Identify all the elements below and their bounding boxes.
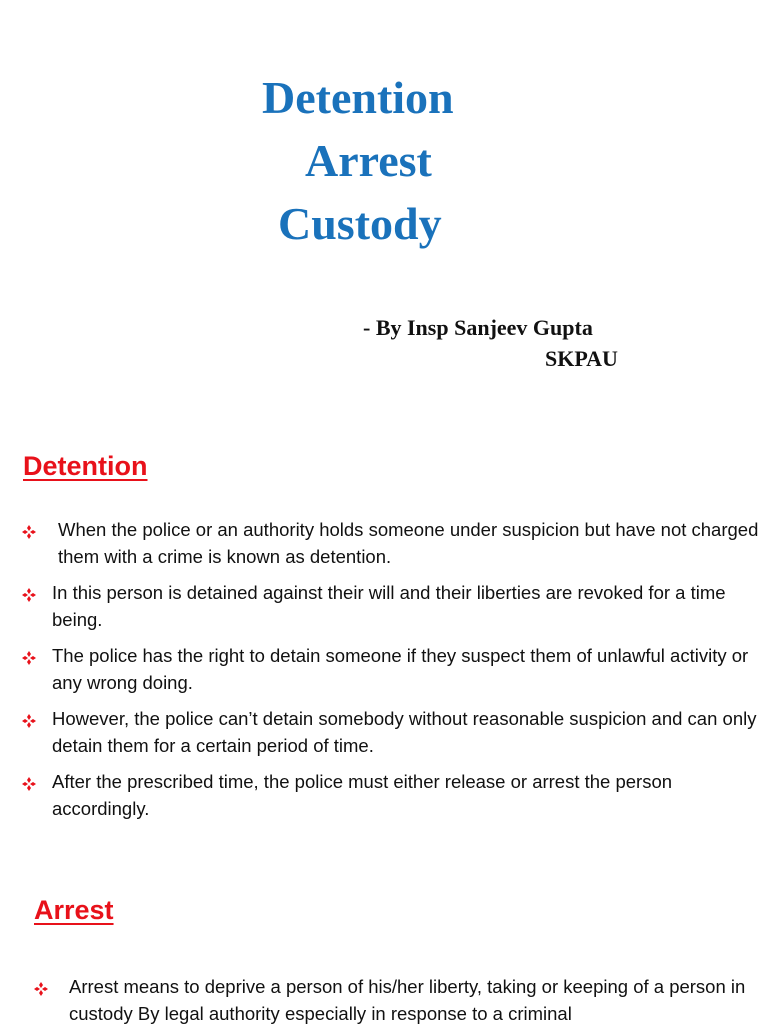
bullet-text: However, the police can’t detain somebody without reasonable suspicion and can only detain them for a certain period of time. — [52, 708, 757, 756]
bullet-text: When the police or an authority holds someone under suspicion but have not charged them with a crime is known as detention. — [58, 519, 759, 567]
list-item — [22, 642, 764, 696]
section-heading-arrest: Arrest — [34, 895, 114, 925]
title-arrest: Arrest — [305, 135, 432, 186]
diamond-bullet-icon — [22, 588, 36, 602]
detention-bullet-list — [22, 516, 764, 831]
diamond-bullet-icon — [34, 982, 48, 996]
diamond-bullet-icon — [22, 714, 36, 728]
diamond-bullet-icon — [22, 777, 36, 791]
list-item — [22, 516, 764, 570]
diamond-bullet-icon — [22, 525, 36, 539]
author-name: - By Insp Sanjeev Gupta — [363, 315, 593, 340]
list-item — [22, 705, 764, 759]
bullet-text: After the prescribed time, the police must either release or arrest the person accordingly. — [52, 771, 673, 819]
section-heading-detention: Detention — [23, 451, 148, 481]
title-detention: Detention — [262, 72, 454, 123]
arrest-bullet-list — [34, 973, 754, 1036]
diamond-bullet-icon — [22, 651, 36, 665]
list-item — [22, 579, 764, 633]
bullet-text: The police has the right to detain someone if they suspect them of unlawful activity or any wrong doing. — [52, 645, 749, 693]
title-custody: Custody — [278, 198, 442, 249]
list-item — [22, 768, 764, 822]
list-item — [34, 973, 754, 1027]
bullet-text: In this person is detained against their will and their liberties are revoked for a time being. — [52, 582, 726, 630]
bullet-text: Arrest means to deprive a person of his/her liberty, taking or keeping of a person in custody By legal authority especially in response to a criminal — [69, 976, 746, 1024]
author-unit: SKPAU — [545, 346, 618, 371]
